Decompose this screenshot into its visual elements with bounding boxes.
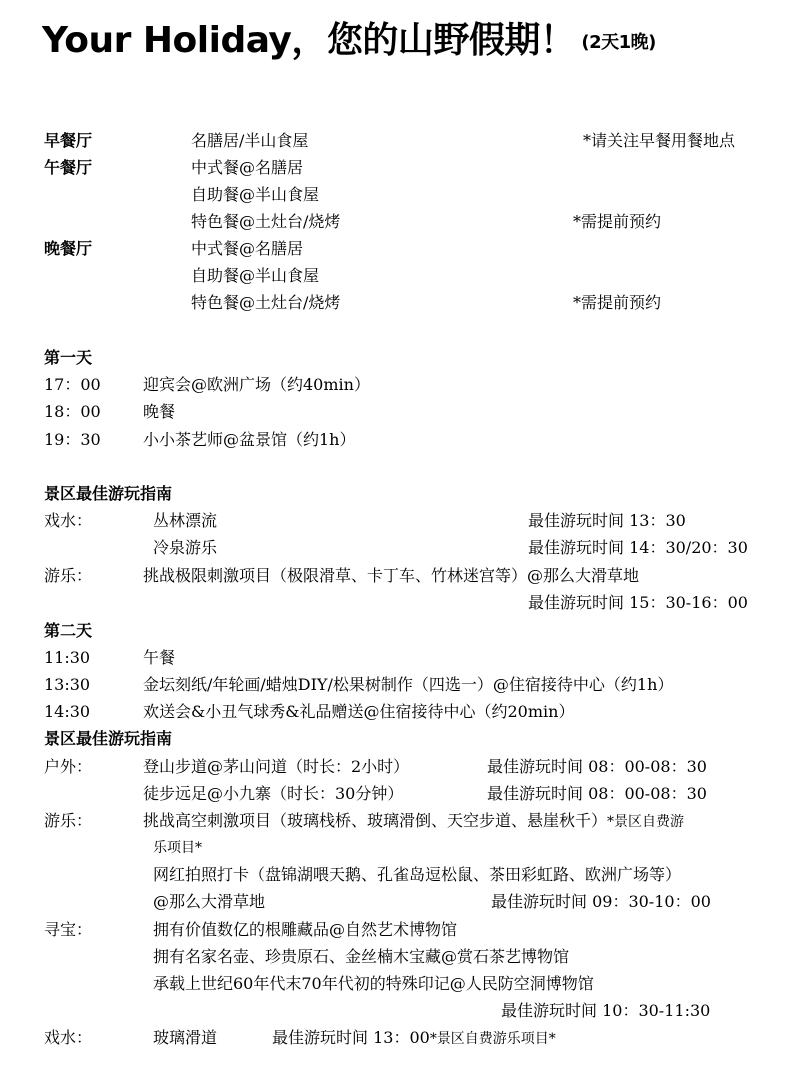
page-title <box>42 12 656 63</box>
day2-event: 午餐 <box>143 648 176 667</box>
day2-treasure-label: 寻宝： <box>44 920 93 939</box>
day2-treasure-best: 最佳游玩时间 10：30-11:30 <box>501 1001 711 1020</box>
day2-fun-text: @那么大滑草地 <box>153 892 266 911</box>
day1-fun-label: 游乐： <box>44 566 93 585</box>
day1-water-label: 戏水： <box>44 511 93 530</box>
day1-event: 晚餐 <box>143 402 176 421</box>
day1-heading: 第一天 <box>44 348 93 367</box>
day1-time: 19：30 <box>44 430 101 449</box>
lunch-note: *需提前预约 <box>573 212 662 231</box>
title-main: Your Holiday，您的山野假期！ <box>42 20 576 61</box>
day2-water-note: *景区自费游乐项目* <box>429 1031 556 1047</box>
day1-event: 迎宾会@欧洲广场（约40min） <box>143 375 370 394</box>
day1-water-name: 丛林漂流 <box>153 511 218 530</box>
day2-fun-text: 挑战高空刺激项目（玻璃栈桥、玻璃滑倒、天空步道、悬崖秋千） <box>143 811 608 830</box>
day2-event: 欢送会&小丑气球秀&礼品赠送@住宿接待中心（约20min） <box>143 702 575 721</box>
lunch-label: 午餐厅 <box>44 158 93 177</box>
day2-outdoor-name: 登山步道@茅山问道（时长：2小时） <box>143 757 410 776</box>
day2-water-best: 最佳游玩时间 13：00 <box>272 1028 430 1047</box>
dinner-item: 特色餐@土灶台/烧烤 <box>191 293 341 312</box>
breakfast-place: 名膳居/半山食屋 <box>191 131 309 150</box>
dinner-label: 晚餐厅 <box>44 239 93 258</box>
day1-water-best: 最佳游玩时间 13：30 <box>528 511 686 530</box>
day2-time: 14:30 <box>44 702 91 721</box>
day1-event: 小小茶艺师@盆景馆（约1h） <box>143 430 356 449</box>
day2-fun-line <box>143 811 684 832</box>
day2-water-line <box>272 1028 556 1049</box>
breakfast-label: 早餐厅 <box>44 131 93 150</box>
day2-event: 金坛刻纸/年轮画/蜡烛DIY/松果树制作（四选一）@住宿接待中心（约1h） <box>143 675 674 694</box>
day2-heading: 第二天 <box>44 621 93 640</box>
dinner-note: *需提前预约 <box>573 293 662 312</box>
day1-water-name: 冷泉游乐 <box>153 538 218 557</box>
dinner-item: 中式餐@名膳居 <box>191 239 304 258</box>
day2-fun-note: *景区自费游 <box>607 814 685 830</box>
day2-time: 11:30 <box>44 648 91 667</box>
day2-outdoor-best: 最佳游玩时间 08：00-08：30 <box>487 784 707 803</box>
lunch-item: 中式餐@名膳居 <box>191 158 304 177</box>
lunch-item: 特色餐@土灶台/烧烤 <box>191 212 341 231</box>
day2-treasure-item: 承载上世纪60年代末70年代初的特殊印记@人民防空洞博物馆 <box>153 974 594 993</box>
breakfast-note: *请关注早餐用餐地点 <box>583 131 736 150</box>
day1-fun-text: 挑战极限刺激项目（极限滑草、卡丁车、竹林迷宫等）@那么大滑草地 <box>143 566 640 585</box>
day2-water-name: 玻璃滑道 <box>153 1028 218 1047</box>
day1-water-best: 最佳游玩时间 14：30/20：30 <box>528 538 748 557</box>
day2-outdoor-label: 户外： <box>44 757 93 776</box>
dinner-item: 自助餐@半山食屋 <box>191 266 320 285</box>
day2-outdoor-name: 徒步远足@小九寨（时长：30分钟） <box>143 784 404 803</box>
day2-treasure-item: 拥有价值数亿的根雕藏品@自然艺术博物馆 <box>153 920 458 939</box>
lunch-item: 自助餐@半山食屋 <box>191 185 320 204</box>
day2-treasure-item: 拥有名家名壶、珍贵原石、金丝楠木宝藏@赏石茶艺博物馆 <box>153 947 570 966</box>
day2-fun-note-cont: 乐项目* <box>153 840 202 856</box>
day1-time: 17：00 <box>44 375 101 394</box>
day2-time: 13:30 <box>44 675 91 694</box>
day2-fun-best: 最佳游玩时间 09：30-10：00 <box>491 892 711 911</box>
day2-fun-text: 网红拍照打卡（盘锦湖喂天鹅、孔雀岛逗松鼠、茶田彩虹路、欧洲广场等） <box>153 865 682 884</box>
day2-fun-label: 游乐： <box>44 811 93 830</box>
day2-outdoor-best: 最佳游玩时间 08：00-08：30 <box>487 757 707 776</box>
title-duration: (2天1晚) <box>581 32 656 53</box>
day2-guide-heading: 景区最佳游玩指南 <box>44 729 173 748</box>
day1-fun-best: 最佳游玩时间 15：30-16：00 <box>528 593 748 612</box>
day2-water-label: 戏水： <box>44 1028 93 1047</box>
day1-time: 18：00 <box>44 402 101 421</box>
day1-guide-heading: 景区最佳游玩指南 <box>44 484 173 503</box>
